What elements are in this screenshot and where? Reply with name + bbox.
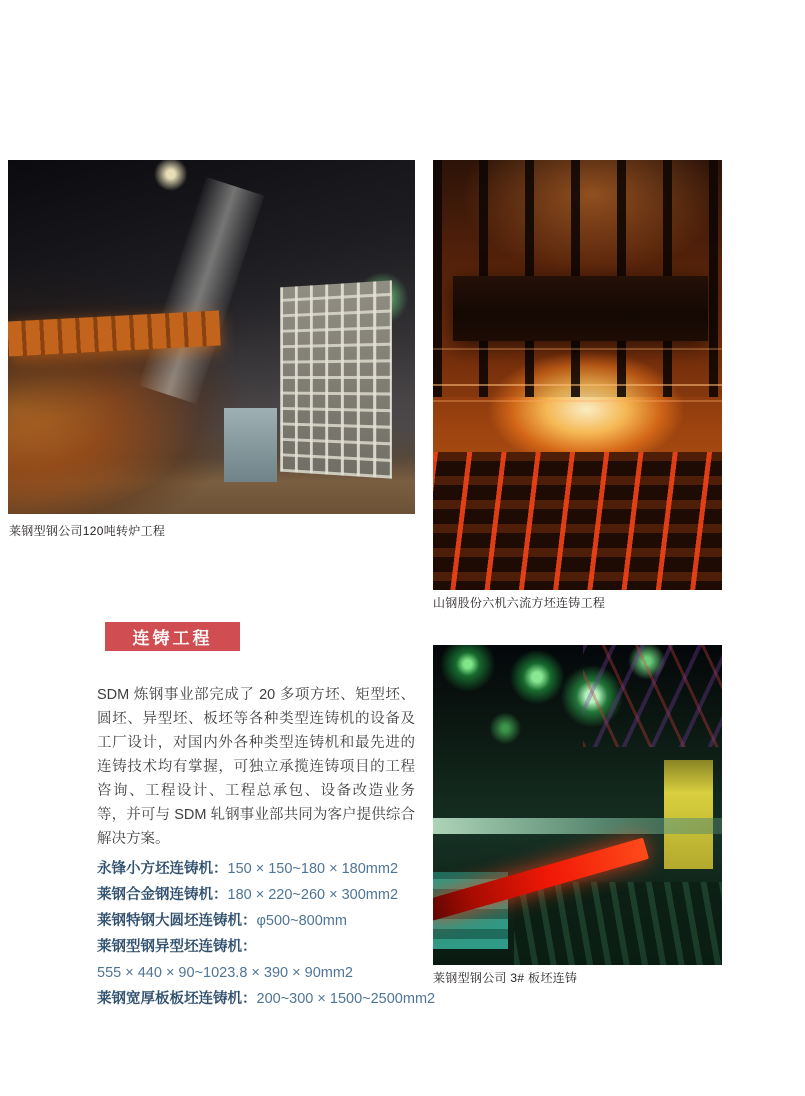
spec-label: 莱钢型钢异型坯连铸机： [97, 939, 257, 955]
photo-layer-hot-billets [433, 452, 722, 590]
section-body [97, 683, 436, 1012]
spec-value: 180 × 220~260 × 300mm2 [227, 887, 399, 903]
spec-value: 200~300 × 1500~2500mm2 [256, 991, 436, 1007]
spec-label: 永锋小方坯连铸机： [97, 861, 228, 877]
photo-layer-lattice-wall [280, 280, 392, 479]
spec-value: 555 × 440 × 90~1023.8 × 390 × 90mm2 [97, 965, 353, 981]
spec-label: 莱钢合金钢连铸机： [97, 887, 228, 903]
section-paragraph: SDM 炼钢事业部完成了 20 多项方坯、矩型坯、圆坯、异型坯、板坯等各种类型连铸机的设备及工厂设计，对国内外各种类型连铸机和最先进的连铸技术均有掌握，可独立承揽连铸项目的工程咨询、工程设计、工程总承包、设备改造业务等，并可与 SDM 轧钢事业部共同为客户提供综合解决方案。 [97, 687, 415, 847]
spec-line-laigang-beamblank-value [97, 960, 415, 986]
photo-billet-caster [433, 160, 722, 590]
photo-caption-billet-caster: 山钢股份六机六流方坯连铸工程 [433, 596, 606, 610]
spec-line-laigang-wideplate [97, 986, 436, 1012]
photo-layer-railings [433, 384, 722, 386]
photo-layer-doorway [224, 408, 277, 482]
spec-line-laigang-round [97, 908, 415, 934]
section-title: 连铸工程 [132, 629, 213, 648]
photo-slab-caster [433, 645, 722, 965]
photo-layer-walkway [433, 818, 722, 834]
spec-label: 莱钢宽厚板板坯连铸机： [97, 991, 257, 1007]
photo-layer-roller-table [514, 882, 722, 965]
photo-caption-slab-caster: 莱钢型钢公司 3# 板坯连铸 [433, 971, 578, 985]
spec-value: 150 × 150~180 × 180mm2 [227, 861, 399, 877]
section-title-banner [105, 622, 240, 651]
photo-layer-tundish [453, 276, 707, 341]
photo-layer-yellow-cabin [664, 760, 713, 869]
spec-list [97, 856, 436, 1012]
spec-value: φ500~800mm [256, 913, 347, 929]
spec-label: 莱钢特钢大圆坯连铸机： [97, 913, 257, 929]
spec-line-laigang-beamblank-label [97, 934, 415, 960]
photo-layer-roof-beams [583, 645, 722, 747]
spec-line-yongfeng-billet [97, 856, 415, 882]
photo-layer-duct [138, 177, 264, 405]
photo-converter-workshop [8, 160, 415, 514]
photo-caption-converter: 莱钢型钢公司120吨转炉工程 [9, 524, 166, 538]
spec-line-laigang-alloy [97, 882, 415, 908]
